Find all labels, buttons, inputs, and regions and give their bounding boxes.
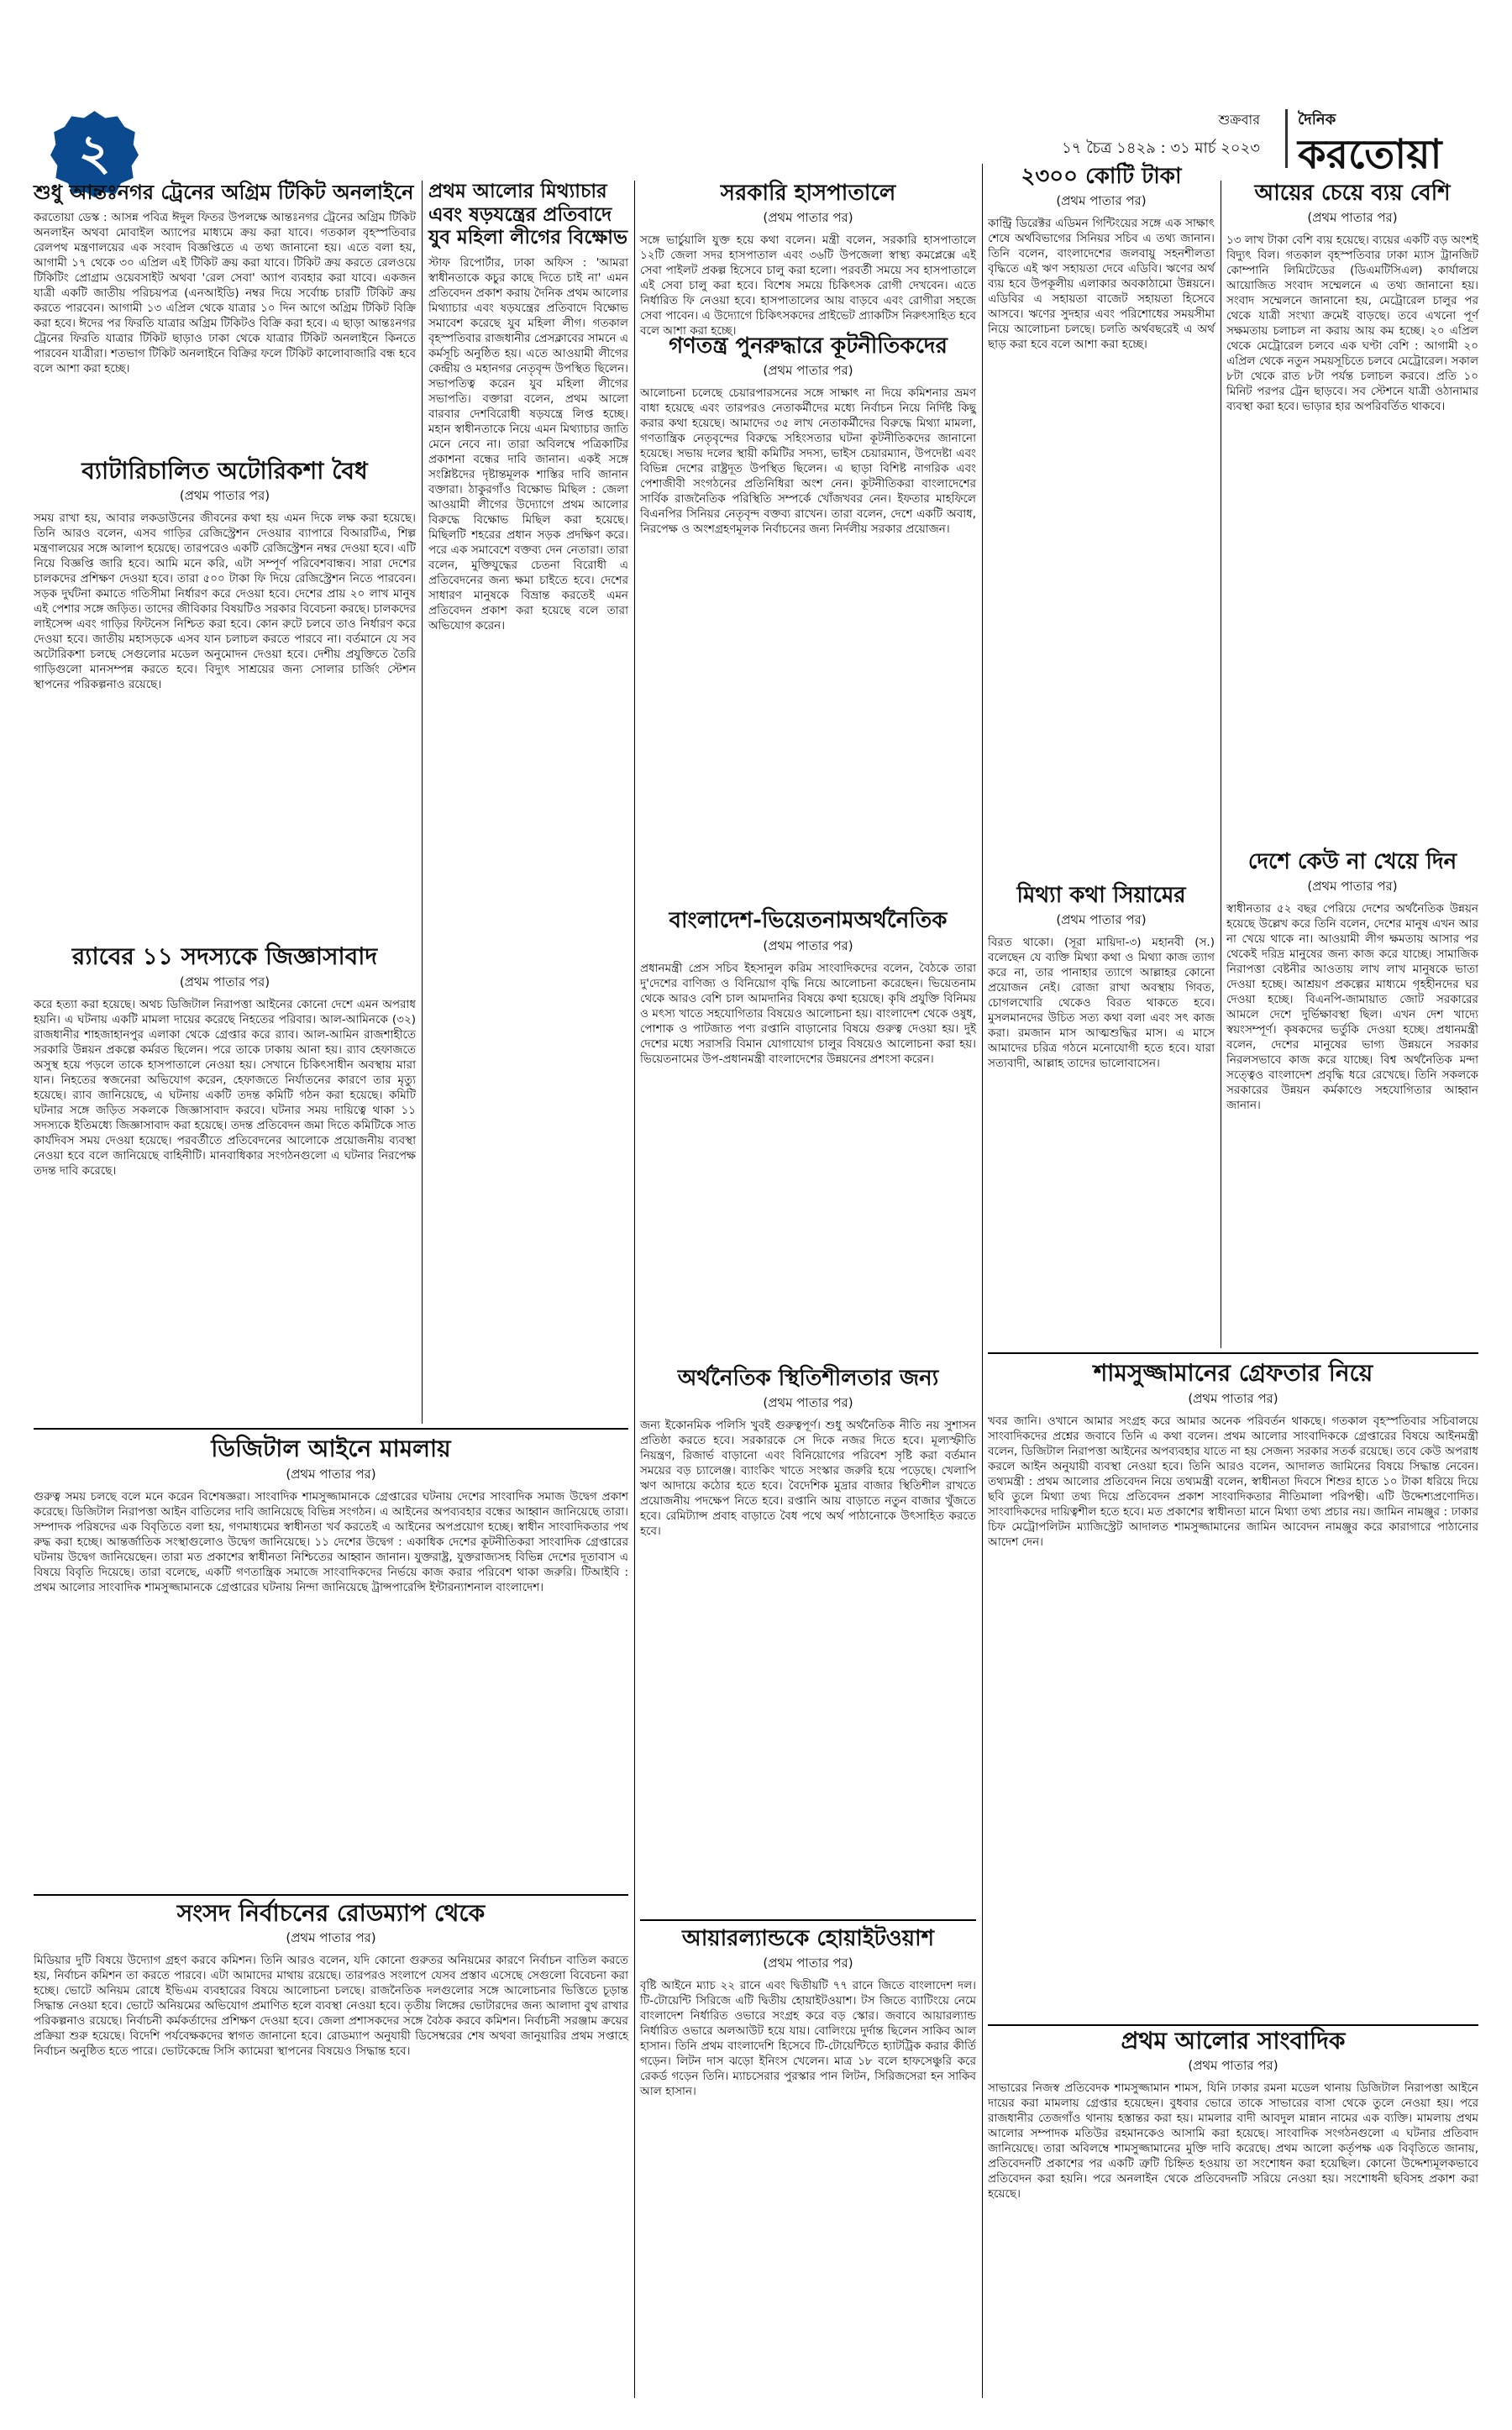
article-body-a1: করতোয়া ডেস্ক : আসন্ন পবিত্র ঈদুল ফিতর উপলক্ষে আন্তঃনগর ট্রেনের অগ্রিম টিকিট অনলাইন অথবা মোবাইল অ্যাপের মাধ্যমে ক্রয় করা যাবে। গতকাল বৃহস্পতিবার রেলপথ মন্ত্রণালয়ের এক সংবাদ বিজ্ঞপ্তিতে এ তথ্য জানানো হয়। এতে বলা হয়, আগামী ১৭ থেকে ৩০ এপ্রিল এই টিকিট ক্রয় করা যাবে। টিকিট ক্রয় করতে রেলওয়ে টিকিটিং প্রোগ্রাম ওয়েবসাইট অথবা 'রেল সেবা' অ্যাপ ব্যবহার করা যাবে। একজন যাত্রী একটি জাতীয় পরিচয়পত্র (এনআইডি) নম্বর দিয়ে সর্বোচ্চ চারটি টিকিট ক্রয় করতে পারবেন। আগামী ১৩ এপ্রিল থেকে যাত্রার ১০ দিন আগে অগ্রিম টিকিট বিক্রি করা হবে। ঈদের পর ফিরতি যাত্রার অগ্রিম টিকিটও বিক্রি করা হবে। এ ছাড়া আন্তঃনগর ট্রেনের ফিরতি যাত্রার টিকিট ছাড়াও ঢাকা থেকে যাত্রার টিকিট অনলাইনে কিনতে পারবেন যাত্রীরা। শতভাগ টিকিট অনলাইনে বিক্রির ফলে টিকিট কালোবাজারি বন্ধ হবে বলে আশা করা হচ্ছে। [34, 210, 416, 375]
headline-a4: ডিজিটাল আইনে মামলায় [211, 1435, 451, 1462]
subline-a7: (প্রথম পাতার পর) [763, 210, 853, 226]
subline-a5: (প্রথম পাতার পর) [286, 1930, 376, 1946]
header-divider [1285, 109, 1288, 168]
logo-prefix: দৈনিক [1298, 111, 1336, 129]
section-rule [640, 1919, 976, 1921]
headline-a2: ব্যাটারিচালিত অটোরিকশা বৈধ [81, 456, 368, 485]
article-body-a10: জন্য ইকোনমিক পলিসি খুবই গুরুত্বপূর্ণ। শুধু অর্থনৈতিক নীতি নয় সুশাসন প্রতিষ্ঠা করতে হবে। সরকারকে সে দিকে নজর দিতে হবে। মূল্যস্ফীতি নিয়ন্ত্রণ, রিজার্ভ বাড়ানো এবং বিনিয়োগের পরিবেশ সৃষ্টি করা বর্তমান সময়ের বড় চ্যালেঞ্জ। ব্যাংকিং খাতে সংস্কার জরুরি হয়ে পড়েছে। খেলাপি ঋণ আদায়ে কঠোর হতে হবে। বৈদেশিক মুদ্রার বাজার স্থিতিশীল রাখতে প্রয়োজনীয় পদক্ষেপ নিতে হবে। রপ্তানি আয় বাড়াতে নতুন বাজার খুঁজতে হবে। রেমিট্যান্স প্রবাহ বাড়াতে বৈধ পথে অর্থ পাঠানোকে উৎসাহিত করতে হবে। [640, 1418, 976, 1538]
day-label: শুক্রবার [1218, 112, 1260, 128]
subline-a8: (প্রথম পাতার পর) [763, 363, 853, 379]
section-cricket [640, 1919, 976, 2406]
article-body-a3: করে হত্যা করা হয়েছে। অথচ ডিজিটাল নিরাপত্তা আইনের কোনো দেশে এমন অপরাধ হয়নি। এ ঘটনায় একটি মামলা দায়ের করেছে নিহতের পরিবার। আল-আমিনকে (৩২) রাজধানীর শাহজাহানপুর এলাকা থেকে গ্রেপ্তার করে র‌্যাব। আল-আমিন রাজশাহীতে সরকারি উন্নয়ন প্রকল্পে কর্মরত ছিলেন। পরে তাকে ঢাকায় আনা হয়। র‌্যাব হেফাজতে অসুস্থ হয়ে পড়লে তাকে হাসপাতালে নেওয়া হয়। সেখানে চিকিৎসাধীন অবস্থায় মারা যান। নিহতের স্বজনেরা অভিযোগ করেন, হেফাজতে নির্যাতনের কারণে তার মৃত্যু হয়েছে। র‌্যাব জানিয়েছে, এ ঘটনায় একটি তদন্ত কমিটি গঠন করা হয়েছে। কমিটি ঘটনার সঙ্গে জড়িত সকলকে জিজ্ঞাসাবাদ করবে। ঘটনার সময় দায়িত্বে থাকা ১১ সদস্যকে ইতিমধ্যে জিজ্ঞাসাবাদ করা হয়েছে। তদন্ত প্রতিবেদন জমা দিতে কমিটিকে সাত কার্যদিবস সময় দেওয়া হয়েছে। পরবর্তীতে প্রতিবেদনের আলোকে প্রয়োজনীয় ব্যবস্থা নেওয়া হবে বলে জানিয়েছে বাহিনীটি। মানবাধিকার সংগঠনগুলো এ ঘটনার নিরপেক্ষ তদন্ত দাবি করেছে। [34, 997, 416, 1178]
subline-a13: (প্রথম পাতার পর) [1056, 912, 1147, 928]
column-1 [34, 181, 416, 1467]
subline-a11: (প্রথম পাতার পর) [763, 1955, 853, 1971]
column-rule [634, 181, 635, 2398]
column-4 [988, 164, 1215, 1304]
headline-a17: প্রথম আলোর সাংবাদিক [1121, 2026, 1346, 2055]
headline-a14: আয়ের চেয়ে ব্যয় বেশি [1254, 181, 1451, 206]
article-body-a8: আলোচনা চলেছে চেয়ারপারসনের সঙ্গে সাক্ষাৎ না দিয়ে কমিশনার ভ্রমণ বাধা হয়েছে এবং তারপরও নেতাকর্মীদের মধ্যে নির্বাচন নিয়ে নির্দিষ্ট কিছু করার কথা হয়েছে। আমাদের ৩৫ লাখ নেতাকর্মীদের বিরুদ্ধে মিথ্যা মামলা, গণতান্ত্রিক নেতৃবৃন্দের বিরুদ্ধে সহিংসতার ঘটনা কূটনীতিকদের জানানো হয়েছে। সভায় দলের স্থায়ী কমিটির সদস্য, ভাইস চেয়ারম্যান, উপদেষ্টা এবং বিভিন্ন দেশের রাষ্ট্রদূত উপস্থিত ছিলেন। এ ছাড়া বিশিষ্ট নাগরিক এবং পেশাজীবী সংগঠনের প্রতিনিধিরা অংশ নেন। কূটনীতিকরা বাংলাদেশের সার্বিক রাজনৈতিক পরিস্থিতি সম্পর্কে খোঁজখবর নেন। ইফতার মাহফিলে বিএনপির সিনিয়র নেতৃবৃন্দ বক্তব্য রাখেন। তারা বলেন, দেশে একটি অবাধ, নিরপেক্ষ ও অংশগ্রহণমূলক নির্বাচনের জন্য নির্দলীয় সরকার প্রয়োজন। [640, 386, 976, 537]
column-5 [1226, 181, 1478, 1170]
headline-a15: দেশে কেউ না খেয়ে দিন [1247, 849, 1457, 875]
article-body-a16: খবর জানি। ওখানে আমার সংগ্রহ করে আমার অনেক পরিবর্তন থাকছে। গতকাল বৃহস্পতিবার সচিবালয়ে সাংবাদিকদের প্রশ্নের জবাবে তিনি এ কথা বলেন। প্রথম আলোর সাংবাদিককে গ্রেপ্তারের বিষয়ে আইনমন্ত্রী বলেন, ডিজিটাল নিরাপত্তা আইনের অপব্যবহার যাতে না হয় সেজন্য সরকার সতর্ক রয়েছে। তবে কেউ অপরাধ করলে আইন অনুযায়ী ব্যবস্থা নেওয়া হবে। তিনি আরও বলেন, আদালত জামিনের বিষয়ে সিদ্ধান্ত নেবেন। তথ্যমন্ত্রী : প্রথম আলোর প্রতিবেদন নিয়ে তথ্যমন্ত্রী বলেন, স্বাধীনতা দিবসে শিশুর হাতে ১০ টাকা ধরিয়ে দিয়ে ছবি তুলে মিথ্যা তথ্য দিয়ে প্রতিবেদন প্রকাশ সাংবাদিকতার নীতিমালা পরিপন্থী। এটি উদ্দেশ্যপ্রণোদিত। সাংবাদিকদের দায়িত্বশীল হতে হবে। মত প্রকাশের স্বাধীনতা মানে মিথ্যা তথ্য প্রচার নয়। জামিন নামঞ্জুর : ঢাকার চিফ মেট্রোপলিটন ম্যাজিস্ট্রেট আদালত শামসুজ্জামানের জামিন আবেদন নামঞ্জুর করে কারাগারে পাঠানোর আদেশ দেন। [988, 1414, 1478, 1549]
article-body-a15: স্বাধীনতার ৫২ বছর পেরিয়ে দেশের অর্থনৈতিক উন্নয়ন হয়েছে উল্লেখ করে তিনি বলেন, দেশের মানুষ এখন আর না খেয়ে থাকে না। আওয়ামী লীগ ক্ষমতায় আসার পর থেকেই দরিদ্র মানুষের জন্য কাজ করে যাচ্ছে। সামাজিক নিরাপত্তা বেষ্টনীর আওতায় লাখ লাখ মানুষকে ভাতা দেওয়া হচ্ছে। আশ্রয়ণ প্রকল্পের মাধ্যমে গৃহহীনদের ঘর দেওয়া হচ্ছে। বিএনপি-জামায়াত জোট সরকারের আমলে দেশে দুর্ভিক্ষাবস্থা ছিল। এখন দেশ খাদ্যে স্বয়ংসম্পূর্ণ। কৃষকদের ভর্তুকি দেওয়া হচ্ছে। প্রধানমন্ত্রী বলেন, দেশের মানুষের ভাগ্য উন্নয়নে সরকার নিরলসভাবে কাজ করে যাচ্ছে। বিশ্ব অর্থনৈতিক মন্দা সত্ত্বেও বাংলাদেশ প্রবৃদ্ধি ধরে রেখেছে। তিনি সকলকে সরকারের উন্নয়ন কর্মকাণ্ডে সহযোগিতার আহ্বান জানান। [1226, 902, 1478, 1113]
subline-a3: (প্রথম পাতার পর) [179, 974, 270, 989]
headline-a3: র‌্যাবের ১১ সদস্যকে জিজ্ঞাসাবাদ [71, 942, 378, 971]
subline-a9: (প্রথম পাতার পর) [763, 937, 853, 953]
headline-a13: মিথ্যা কথা সিয়ামের [1016, 883, 1186, 909]
headline-a7: সরকারি হাসপাতালে [720, 181, 896, 206]
headline-a11: আয়ারল্যান্ডকে হোয়াইটওয়াশ [681, 1926, 935, 1951]
article-body-a4: গুরুত্ব সময় চলছে বলে মনে করেন বিশেষজ্ঞরা। সাংবাদিক শামসুজ্জামানকে গ্রেপ্তারের ঘটনায় দেশের সাংবাদিক সমাজ উদ্বেগ প্রকাশ করেছে। ডিজিটাল নিরাপত্তা আইন বাতিলের দাবি জানিয়েছে বিভিন্ন সংগঠন। এ আইনের অপব্যবহার বন্ধের আহ্বান জানিয়েছে তারা। সম্পাদক পরিষদের এক বিবৃতিতে বলা হয়, গণমাধ্যমের স্বাধীনতা খর্ব করতেই এ আইনের অপপ্রয়োগ হচ্ছে। স্বাধীন সাংবাদিকতার পথ রুদ্ধ করা হচ্ছে। আন্তর্জাতিক সংস্থাগুলোও উদ্বেগ জানিয়েছে। ১১ দেশের উদ্বেগ : একাধিক দেশের কূটনীতিকরা সাংবাদিক গ্রেপ্তারের ঘটনায় উদ্বেগ জানিয়েছেন। তারা মত প্রকাশের স্বাধীনতা নিশ্চিতের আহ্বান জানান। যুক্তরাষ্ট্র, যুক্তরাজ্যসহ বিভিন্ন দেশের দূতাবাস এ বিষয়ে বিবৃতি দিয়েছে। তারা বলেছে, একটি গণতান্ত্রিক সমাজে সাংবাদিকদের নির্ভয়ে কাজ করার পরিবেশ থাকা জরুরি। টিআইবি : প্রথম আলোর সাংবাদিক শামসুজ্জামানকে গ্রেপ্তারের ঘটনায় নিন্দা জানিয়েছে ট্রান্সপারেন্সি ইন্টারন্যাশনাল বাংলাদেশ। [34, 1489, 628, 1594]
headline-a12: ২৩০০ কোটি টাকা [1021, 164, 1182, 189]
headline-a5: সংসদ নির্বাচনের রোডম্যাপ থেকে [176, 1898, 486, 1927]
date-label: ১৭ চৈত্র ১৪২৯ : ৩১ মার্চ ২০২৩ [1062, 139, 1260, 157]
article-body-a12: কান্ট্রি ডিরেক্টর এডিমন গিন্টিংয়ের সঙ্গে এক সাক্ষাৎ শেষে অর্থবিভাগের সিনিয়র সচিব এ তথ্য জানান। তিনি বলেন, বাংলাদেশের জলবায়ু সহনশীলতা বৃদ্ধিতে এই ঋণ সহায়তা দেবে এডিবি। ঋণের অর্থ ব্যয় হবে উপকূলীয় এলাকার অবকাঠামো উন্নয়নে। এডিবির এ সহায়তা বাজেট সহায়তা হিসেবে আসবে। ঋণের সুদহার এবং পরিশোধের সময়সীমা নিয়ে আলোচনা চলছে। চলতি অর্থবছরেই এ অর্থ ছাড় করা হবে বলে আশা করা হচ্ছে। [988, 217, 1215, 352]
section-rule [988, 2024, 1478, 2026]
article-body-a7: সঙ্গে ভার্চুয়ালি যুক্ত হয়ে কথা বলেন। মন্ত্রী বলেন, সরকারি হাসপাতালে ১২টি জেলা সদর হাসপাতাল এবং ৩৬টি উপজেলা স্বাস্থ্য কমপ্লেক্সে এই সেবা পাইলট প্রকল্প হিসেবে চালু করা হলো। পরবর্তী সময়ে সব হাসপাতালে এই সেবা চালু করা হবে। বিশেষ সময়ে চিকিৎসক রোগী দেখবেন। এতে নির্ধারিত ফি নেওয়া হবে। হাসপাতালের আয় বাড়বে এবং রোগীরা সহজে সেবা পাবেন। এ উদ্যোগে চিকিৎসকদের প্রাইভেট প্র্যাকটিস নিরুৎসাহিত হবে বলে আশা করা হচ্ছে। [640, 234, 976, 339]
section-rule [988, 1352, 1478, 1354]
section-digital-law [34, 1428, 628, 2423]
subline-a10: (প্রথম পাতার পর) [763, 1394, 853, 1410]
article-body-a14: ১৩ লাখ টাকা বেশি ব্যয় হয়েছে। ব্যয়ের একটি বড় অংশই বিদ্যুৎ বিল। গতকাল বৃহস্পতিবার ঢাকা ম্যাস ট্রানজিট কোম্পানি লিমিটেডের (ডিএমটিসিএল) কার্যালয়ে আয়োজিত সংবাদ সম্মেলনে এ তথ্য জানানো হয়। সংবাদ সম্মেলনে জানানো হয়, মেট্রোরেল চালুর পর থেকে যাত্রী সংখ্যা ক্রমেই বাড়ছে। তবে এখনো পূর্ণ সক্ষমতায় চলাচল না করায় আয় কম হচ্ছে। ২০ এপ্রিল থেকে মেট্রোরেল চলবে এক ঘণ্টা বেশি : আগামী ২০ এপ্রিল থেকে নতুন সময়সূচিতে চলবে মেট্রোরেল। সকাল ৮টা থেকে রাত ৮টা পর্যন্ত চলাচল করবে। প্রতি ১০ মিনিট পরপর ট্রেন ছাড়বে। সব স্টেশনে যাত্রী ওঠানামার ব্যবস্থা করা হবে। ভাড়ার হার অপরিবর্তিত থাকবে। [1226, 234, 1478, 414]
article-body-a13: বিরত থাকো। (সূরা মায়িদা-৩) মহানবী (স.) বলেছেন যে ব্যক্তি মিথ্যা কথা ও মিথ্যা কাজ ত্যাগ করে না, তার পানাহার ত্যাগে আল্লাহর কোনো প্রয়োজন নেই। রোজা রাখা অবস্থায় গিবত, চোগলখোরি থেকেও বিরত থাকতে হবে। মুসলমানদের উচিত সত্য কথা বলা এবং সৎ কাজ করা। রমজান মাস আত্মশুদ্ধির মাস। এ মাসে আমাদের চরিত্র গঠনে মনোযোগী হতে হবে। যারা সত্যবাদী, আল্লাহ তাদের ভালোবাসেন। [988, 936, 1215, 1071]
subline-a16: (প্রথম পাতার পর) [1188, 1390, 1278, 1406]
column-rule [422, 181, 423, 1424]
subline-a4: (প্রথম পাতার পর) [286, 1466, 376, 1482]
column-3 [640, 181, 976, 1687]
subline-a12: (প্রথম পাতার পর) [1056, 193, 1147, 209]
section-rule [34, 1428, 628, 1430]
headline-a9: বাংলাদেশ-ভিয়েতনামঅর্থনৈতিক [669, 908, 948, 934]
section-shamsuzzaman [988, 1352, 1478, 2383]
article-body-a5: মিডিয়ার দুটি বিষয়ে উদ্যোগ গ্রহণ করবে কমিশন। তিনি আরও বলেন, যদি কোনো গুরুতর অনিয়মের কারণে নির্বাচন বাতিল করতে হয়, নির্বাচন কমিশন তা করতে পারবে। এটা আমাদের মাথায় রয়েছে। তারপরও সংলাপে যেসব প্রস্তাব এসেছে সেগুলো বিবেচনা করা হচ্ছে। ভোটে অনিয়ম রোধে ইভিএম ব্যবহারের বিষয়ে আলোচনা চলছে। রাজনৈতিক দলগুলোর সঙ্গে আলোচনার ভিত্তিতে চূড়ান্ত সিদ্ধান্ত নেওয়া হবে। ভোটে অনিয়মের অভিযোগ প্রমাণিত হলে ব্যবস্থা নেওয়া হবে। তৃতীয় লিঙ্গের ভোটারদের জন্য আলাদা বুথ রাখার পরিকল্পনাও রয়েছে। নির্বাচনী কর্মকর্তাদের প্রশিক্ষণ দেওয়া হবে। জেলা প্রশাসকদের সঙ্গে বৈঠক করবে কমিশন। নির্বাচনী সরঞ্জাম ক্রয়ের প্রক্রিয়া শুরু হয়েছে। বিদেশি পর্যবেক্ষকদের স্বাগত জানানো হবে। রোডম্যাপ অনুযায়ী ডিসেম্বরের শেষ অথবা জানুয়ারির প্রথম সপ্তাহে নির্বাচন অনুষ্ঠিত হতে পারে। ভোটকেন্দ্রে সিসি ক্যামেরা স্থাপনের বিষয়েও সিদ্ধান্ত হবে। [34, 1954, 628, 2059]
newspaper-page [34, 0, 1478, 2430]
article-body-a11: বৃষ্টি আইনে ম্যাচ ২২ রানে এবং দ্বিতীয়টি ৭৭ রানে জিতে বাংলাদেশ দল। টি-টোয়েন্টি সিরিজে এটি দ্বিতীয় হোয়াইটওয়াশ। টস জিতে ব্যাটিংয়ে নেমে বাংলাদেশ নির্ধারিত ওভারে সংগ্রহ করে বড় স্কোর। জবাবে আয়ারল্যান্ড নির্ধারিত ওভারে অলআউট হয়ে যায়। বোলিংয়ে দুর্দান্ত ছিলেন সাকিব আল হাসান। তিনি প্রথম বাংলাদেশি হিসেবে টি-টোয়েন্টিতে হ্যাটট্রিক করার কীর্তি গড়েন। লিটন দাস ঝড়ো ইনিংস খেলেন। মাত্র ১৮ বলে হাফসেঞ্চুরি করে রেকর্ড গড়েন তিনি। ম্যাচসেরার পুরস্কার পান লিটন, সিরিজসেরা হন সাকিব আল হাসান। [640, 1979, 976, 2099]
column-rule [982, 164, 983, 2398]
column-2 [428, 181, 628, 1167]
headline-a16: শামসুজ্জামানের গ্রেফতার নিয়ে [1093, 1359, 1373, 1387]
page-number: ২ [78, 123, 111, 181]
subline-a2: (প্রথম পাতার পর) [179, 488, 270, 504]
subline-a14: (প্রথম পাতার পর) [1307, 210, 1398, 226]
headline-a6: প্রথম আলোর মিথ্যাচার এবং ষড়যন্ত্রের প্রতিবাদে যুব মহিলা লীগের বিক্ষোভ [428, 181, 628, 249]
article-body-a2: সময় রাখা হয়, আবার লকডাউনের জীবনের কথা হয় এমন দিকে লক্ষ করা হয়েছে। তিনি আরও বলেন, এসব গাড়ির রেজিস্ট্রেশন দেওয়ার ব্যাপারে বিআরটিএ, শিল্প মন্ত্রণালয়ের সঙ্গে আলাপ হয়েছে। তারপরেও একটি রেজিস্ট্রেশন নম্বর দেওয়া হবে। এটি নিয়ে বিজ্ঞপ্তি জারি হবে। আমি মনে করি, এটা সম্পূর্ণ পরিবেশবান্ধব। সারা দেশের চালকদের প্রশিক্ষণ দেওয়া হবে। তারা ৫০০ টাকা ফি দিয়ে রেজিস্ট্রেশন নিতে পারবেন। সড়ক দুর্ঘটনা কমাতে গতিসীমা নির্ধারণ করে দেওয়া হবে। দেশের প্রায় ২০ লাখ মানুষ এই পেশার সঙ্গে জড়িত। তাদের জীবিকার বিষয়টিও সরকার বিবেচনা করছে। চালকদের লাইসেন্স এবং গাড়ির ফিটনেস নিশ্চিত করা হবে। কোন রুটে চলবে তাও নির্ধারণ করে দেওয়া হবে। জাতীয় মহাসড়কে এসব যান চলাচল করতে পারবে না। বর্তমানে যে সব অটোরিকশা চলছে সেগুলোর মডেল অনুমোদন দেওয়া হবে। দেশীয় প্রযুক্তিতে তৈরি গাড়িগুলো মানসম্পন্ন করতে হবে। বিদ্যুৎ সাশ্রয়ের জন্য সোলার চার্জিং স্টেশন স্থাপনের পরিকল্পনাও রয়েছে। [34, 512, 416, 692]
section-rule [34, 1894, 628, 1896]
article-body-a17: সাভারের নিজস্ব প্রতিবেদক শামসুজ্জামান শামস, যিনি ঢাকার রমনা মডেল থানায় ডিজিটাল নিরাপত্তা আইনে দায়ের করা মামলায় গ্রেপ্তার হয়েছেন। বুধবার ভোরে তাকে সাভারের বাসা থেকে তুলে নেওয়া হয়। পরে রাজধানীর তেজগাঁও থানায় হস্তান্তর করা হয়। মামলার বাদী আবদুল মান্নান নামের এক ব্যক্তি। মামলায় প্রথম আলোর সম্পাদক মতিউর রহমানকেও আসামি করা হয়েছে। সাংবাদিক সংগঠনগুলো এ ঘটনার প্রতিবাদ জানিয়েছে। তারা অবিলম্বে শামসুজ্জামানের মুক্তি দাবি করেছে। প্রথম আলো কর্তৃপক্ষ এক বিবৃতিতে জানায়, প্রতিবেদনটি প্রকাশের পর একটি ত্রুটি চিহ্নিত হওয়ায় তা সংশোধন করা হয়েছিল। কোনো উদ্দেশ্যমূলকভাবে প্রতিবেদন করা হয়নি। পরে অনলাইন থেকে প্রতিবেদনটি সরিয়ে নেওয়া হয়। সংশোধনী ছবিসহ প্রকাশ করা হয়েছে। [988, 2081, 1478, 2202]
headline-a1: শুধু আন্তঃনগর ট্রেনের অগ্রিম টিকিট অনলাইনে [34, 181, 414, 204]
headline-a8: গণতন্ত্র পুনরুদ্ধারে কূটনীতিকদের [669, 333, 948, 360]
subline-a15: (প্রথম পাতার পর) [1307, 879, 1398, 895]
article-body-a6: স্টাফ রিপোর্টার, ঢাকা অফিস : 'আমরা স্বাধীনতাকে কচুর কাছে দিতে চাই না' এমন প্রতিবেদন প্রকাশ করায় দৈনিক প্রথম আলোর মিথ্যাচার এবং ষড়যন্ত্রের প্রতিবাদে বিক্ষোভ সমাবেশ করেছে যুব মহিলা লীগ। গতকাল বৃহস্পতিবার রাজধানীর প্রেসক্লাবের সামনে এ কর্মসূচি অনুষ্ঠিত হয়। এতে আওয়ামী লীগের কেন্দ্রীয় ও মহানগর নেতৃবৃন্দ উপস্থিত ছিলেন। সভাপতিত্ব করেন যুব মহিলা লীগের সভাপতি। বক্তারা বলেন, প্রথম আলো বারবার দেশবিরোধী ষড়যন্ত্রে লিপ্ত হচ্ছে। মহান স্বাধীনতাকে নিয়ে এমন মিথ্যাচার জাতি মেনে নেবে না। তারা অবিলম্বে পত্রিকাটির প্রকাশনা বন্ধের দাবি জানান। একই সঙ্গে সংশ্লিষ্টদের দৃষ্টান্তমূলক শাস্তির দাবি জানান বক্তারা। ঠাকুরগাঁও বিক্ষোভ মিছিল : জেলা আওয়ামী লীগের উদ্যোগে প্রথম আলোর বিরুদ্ধে বিক্ষোভ মিছিল করা হয়েছে। মিছিলটি শহরের প্রধান সড়ক প্রদক্ষিণ করে। পরে এক সমাবেশে বক্তব্য দেন নেতারা। তারা বলেন, মুক্তিযুদ্ধের চেতনা বিরোধী এ প্রতিবেদনের জন্য ক্ষমা চাইতে হবে। দেশের সাধারণ মানুষকে বিভ্রান্ত করতেই এমন প্রতিবেদন প্রকাশ করা হয়েছে বলে তারা অভিযোগ করেন। [428, 255, 628, 632]
subline-a17: (প্রথম পাতার পর) [1188, 2058, 1278, 2074]
headline-a10: অর্থনৈতিক স্থিতিশীলতার জন্য [677, 1365, 939, 1391]
article-body-a9: প্রধানমন্ত্রী প্রেস সচিব ইহসানুল করিম সাংবাদিকদের বলেন, বৈঠকে তারা দু'দেশের বাণিজ্য ও বিনিয়োগ বৃদ্ধি নিয়ে আলোচনা করেছেন। ভিয়েতনাম থেকে আরও বেশি চাল আমদানির বিষয়ে কথা হয়েছে। কৃষি প্রযুক্তি বিনিময় ও মৎস্য খাতে সহযোগিতার বিষয়েও আলোচনা হয়। বাংলাদেশ থেকে ওষুধ, পোশাক ও পাটজাত পণ্য রপ্তানি বাড়ানোর বিষয়ে গুরুত্ব দেওয়া হয়। দুই দেশের মধ্যে সরাসরি বিমান যোগাযোগ চালুর বিষয়েও আলোচনা করা হয়। ভিয়েতনামের উপ-প্রধানমন্ত্রী বাংলাদেশের উন্নয়নের প্রশংসা করেন। [640, 961, 976, 1066]
newspaper-logo: করতোয়া [1298, 131, 1442, 178]
